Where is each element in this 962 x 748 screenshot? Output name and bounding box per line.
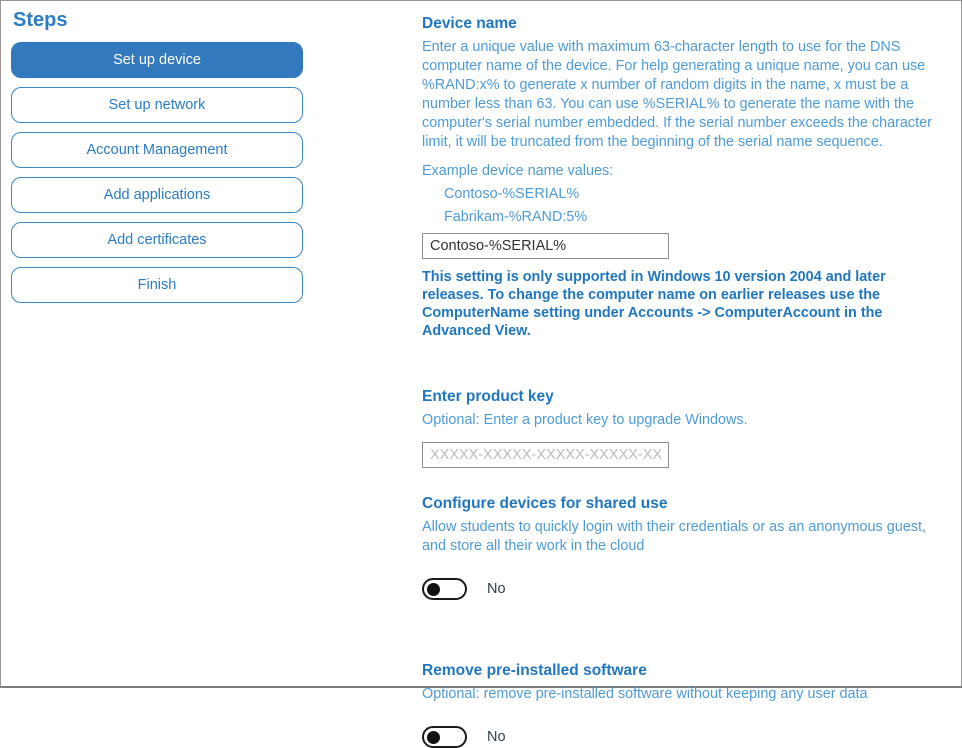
device-name-input[interactable] [422, 233, 669, 259]
toggle-knob-icon [427, 731, 440, 744]
shared-use-toggle-row [422, 578, 948, 600]
shared-use-section [422, 494, 948, 600]
product-key-title: Enter product key [422, 388, 554, 405]
remove-software-title: Remove pre-installed software [422, 662, 647, 679]
sidebar-item-add-certificates[interactable]: Add certificates [11, 222, 303, 258]
sidebar-item-set-up-device[interactable]: Set up device [11, 42, 303, 78]
remove-software-description: Optional: remove pre-installed software without keeping any user data [422, 686, 868, 702]
example-value: Fabrikam-%RAND:5% [444, 209, 588, 225]
remove-software-section [422, 661, 948, 748]
device-name-section [422, 14, 948, 340]
sidebar-item-account-management[interactable]: Account Management [11, 132, 303, 168]
device-name-description: Enter a unique value with maximum 63-character length to use for the DNS computer name of the device. For help generating a unique name, you can use %RAND:x% to generate x number of random digits in the name, x must be a number less than 63. You can use %SERIAL% to generate the name with the computer's serial number embedded. If the serial number exceeds the character limit, it will be truncated from the beginning of the serial name sequence. [422, 39, 932, 150]
product-key-section [422, 387, 948, 468]
shared-use-toggle-label: No [487, 581, 506, 597]
shared-use-description: Allow students to quickly login with their credentials or as an anonymous guest, and store all their work in the cloud [422, 519, 926, 554]
shared-use-toggle[interactable] [422, 578, 467, 600]
steps-title: Steps [13, 9, 68, 31]
product-key-input[interactable] [422, 442, 669, 468]
steps-sidebar [11, 9, 303, 312]
shared-use-title: Configure devices for shared use [422, 495, 668, 512]
device-name-note: This setting is only supported in Windows 10 version 2004 and later releases. To change the computer name on earlier releases use the ComputerName setting under Accounts -> ComputerAccount in the Advanced View. [422, 269, 886, 339]
remove-software-toggle-row [422, 726, 948, 748]
product-key-description: Optional: Enter a product key to upgrade Windows. [422, 412, 748, 428]
sidebar-item-add-applications[interactable]: Add applications [11, 177, 303, 213]
remove-software-toggle-label: No [487, 729, 506, 745]
device-name-title: Device name [422, 15, 517, 32]
set-up-device-panel [422, 14, 948, 748]
example-value: Contoso-%SERIAL% [444, 186, 580, 202]
remove-software-toggle[interactable] [422, 726, 467, 748]
example-values-label: Example device name values: [422, 163, 614, 179]
sidebar-item-finish[interactable]: Finish [11, 267, 303, 303]
toggle-knob-icon [427, 583, 440, 596]
sidebar-item-set-up-network[interactable]: Set up network [11, 87, 303, 123]
